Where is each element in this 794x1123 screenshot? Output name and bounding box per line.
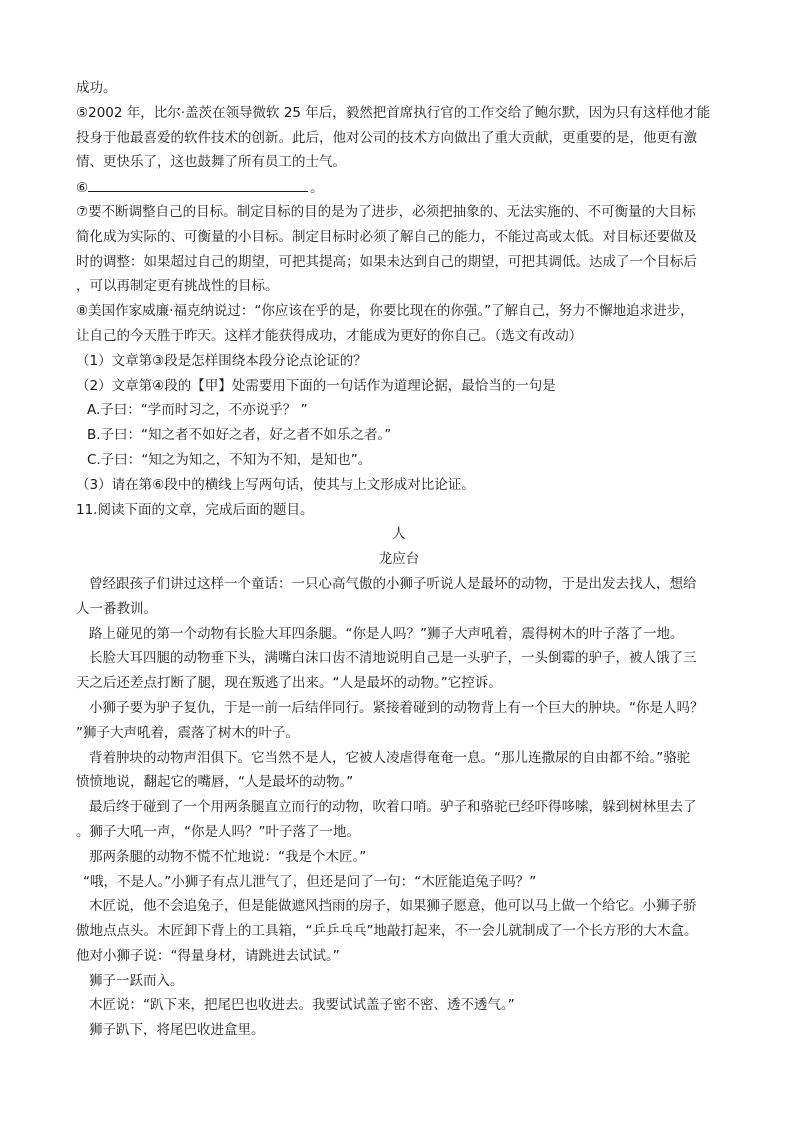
article-line: 曾经跟孩子们讲过这样一个童话：一只心高气傲的小狮子听说人是最坏的动物，于是出发去找人，想给 [89, 575, 697, 592]
option-b: B.子曰：“知之者不如好之者，好之者不如乐之者。” [87, 427, 392, 444]
passage-line: 时的调整：如果超过自己的期望，可把其提高；如果未达到自己的期望，可把其调低。达成了一个目标后 [76, 253, 697, 270]
article-line: ”狮子大声吼着，震落了树木的叶子。 [76, 724, 299, 741]
article-line: 狮子趴下，将尾巴收进盒里。 [89, 1022, 265, 1039]
article-line: 人一番教训。 [76, 600, 157, 617]
article-line: 背着肿块的动物声泪俱下。它当然不是人，它被人凌虐得奄奄一息。“那儿连撒尿的自由都不给。”骆驼 [89, 749, 691, 766]
option-a: A.子曰：“学而时习之，不亦说乎？ ” [87, 402, 308, 419]
article-line: 长脸大耳四腿的动物垂下头，满嘴白沫口齿不清地说明自己是一头驴子，一头倒霉的驴子，被人饿了三 [89, 650, 697, 667]
article-line: 最后终于碰到了一个用两条腿直立而行的动物，吹着口哨。驴子和骆驼已经吓得哆嗦，躲到树林里去了 [89, 799, 697, 816]
article-line: 小狮子要为驴子复仇，于是一前一后结伴同行。紧接着碰到的动物背上有一个巨大的肿块。“你是人吗？ [89, 699, 704, 716]
paragraph-marker: ⑥ [76, 180, 89, 197]
passage-line: ⑤2002 年，比尔·盖茨在领导微软 25 年后，毅然把首席执行官的工作交给了鲍尔默，因为只有这样他才能 [76, 104, 711, 121]
fill-in-blank-line [76, 175, 722, 200]
passage-line: 简化成为实际的、可衡量的小目标。制定目标时必须了解自己的能力，不能过高或太低。对目标还要做及 [76, 228, 697, 245]
passage-line: 投身于他最喜爱的软件技术的创新。此后，他对公司的技术方向做出了重大贡献，更重要的是，他更有激 [76, 129, 697, 146]
option-c: C.子曰：“知之为知之，不知为不知，是知也”。 [87, 451, 372, 468]
article-line: 木匠说，他不会追兔子，但是能做遮风挡雨的房子，如果狮子愿意，他可以马上做一个给它。小狮子骄 [89, 898, 697, 915]
article-line: 路上碰见的第一个动物有长脸大耳四条腿。“你是人吗？”狮子大声吼着，震得树木的叶子落了一地。 [89, 625, 684, 642]
article-line: “哦，不是人。”小狮子有点儿泄气了，但还是问了一句：“木匠能追兔子吗？” [83, 873, 537, 890]
article-title: 人 [392, 526, 406, 543]
article-line: 他对小狮子说：“得量身材，请跳进去试试。” [76, 947, 340, 964]
answer-blank[interactable] [88, 175, 308, 192]
passage-line: 情、更快乐了，这也鼓舞了所有员工的士气。 [76, 154, 346, 171]
article-line: 天之后还差点打断了腿，现在叛逃了出来。“人是最坏的动物。”它控诉。 [76, 675, 502, 692]
passage-line: 让自己的今天胜于昨天。这样才能获得成功，才能成为更好的你自己。（选文有改动） [76, 327, 583, 344]
question-1: （1）文章第③段是怎样围绕本段分论点论证的？ [76, 352, 367, 369]
passage-line: ，可以再制定更有挑战性的目标。 [76, 278, 279, 295]
article-author: 龙应台 [378, 551, 420, 568]
question-11-prompt: 11.阅读下面的文章，完成后面的题目。 [76, 501, 314, 518]
article-line: 狮子一跃而入。 [89, 972, 184, 989]
article-line: 。狮子大吼一声，“你是人吗？”叶子落了一地。 [76, 823, 360, 840]
passage-line: 成功。 [76, 80, 117, 96]
document-page [76, 76, 722, 1043]
article-line: 那两条腿的动物不慌不忙地说：“我是个木匠。” [89, 848, 367, 865]
blank-suffix: 。 [310, 180, 324, 197]
question-2: （2）文章第④段的【甲】处需要用下面的一句话作为道理论据，最恰当的一句是 [76, 377, 556, 394]
article-line: 木匠说：“趴下来，把尾巴也收进去。我要试试盖子密不密、透不透气。” [89, 997, 515, 1014]
article-line: 傲地点点头。木匠卸下背上的工具箱，“乒乒乓乓”地敲打起来，不一会儿就制成了一个长方形的大木盒。 [76, 923, 698, 940]
article-line: 愤愤地说，翻起它的嘴唇，“人是最坏的动物。” [76, 774, 354, 791]
passage-line: ⑦要不断调整自己的目标。制定目标的目的是为了进步，必须把抽象的、无法实施的、不可衡量的大目标 [76, 203, 696, 220]
question-3: （3）请在第⑥段中的横线上写两句话，使其与上文形成对比论证。 [76, 476, 475, 493]
passage-line: ⑧美国作家威廉·福克纳说过：“你应该在乎的是，你要比现在的你强。”了解自己，努力不懈地追求进步， [76, 303, 694, 320]
